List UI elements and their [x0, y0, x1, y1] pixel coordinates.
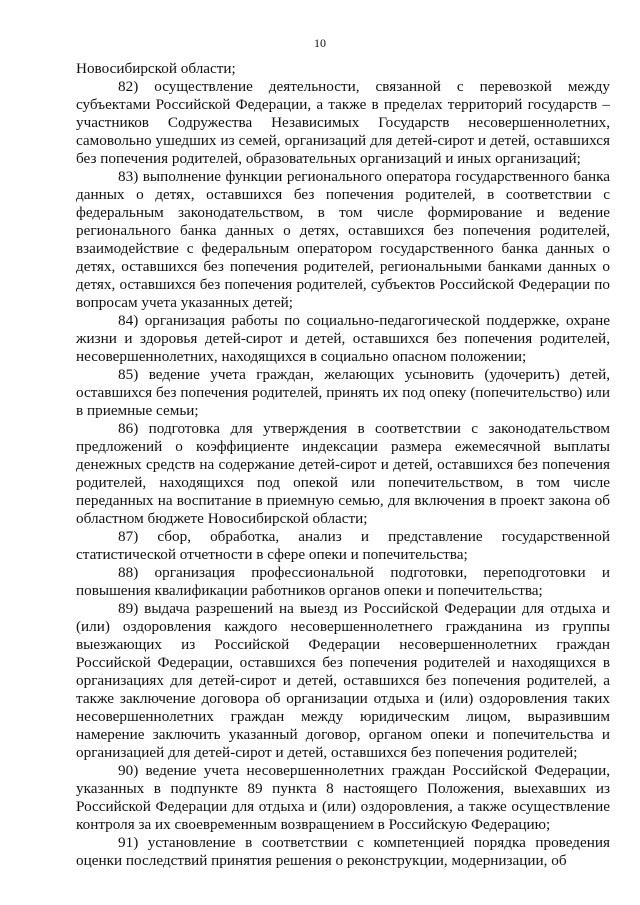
paragraph-item-88: 88) организация профессиональной подготовки, переподготовки и повышения квалификации работников органов опеки и попечительства; — [76, 564, 610, 599]
paragraph-item-84: 84) организация работы по социально-педагогической поддержке, охране жизни и здоровья детей-сирот и детей, оставшихся без попечения родителей, несовершеннолетних, находящихся в социально опасном положении; — [76, 312, 610, 365]
paragraph-item-86: 86) подготовка для утверждения в соответствии с законодательством предложений о коэффициенте индексации размера ежемесячной выплаты денежных средств на содержание детей-сирот и детей, оставшихся без попечения родителей, находящихся под опекой или попечительством, в том числе переданных на воспитание в приемную семью, для включения в проект закона об областном бюджете Новосибирской области; — [76, 420, 610, 527]
document-body — [76, 60, 610, 870]
paragraph-item-82: 82) осуществление деятельности, связанной с перевозкой между субъектами Российской Федерации, а также в пределах территорий государств – участников Содружества Независимых Государств несовершеннолетних, самовольно ушедших из семей, организаций для детей-сирот и детей, оставшихся без попечения родителей, образовательных организаций и иных организаций; — [76, 78, 610, 167]
paragraph-continuation: Новосибирской области; — [76, 60, 236, 77]
paragraph-item-91: 91) установление в соответствии с компетенцией порядка проведения оценки последствий принятия решения о реконструкции, модернизации, об — [76, 834, 610, 869]
paragraph-item-89: 89) выдача разрешений на выезд из Российской Федерации для отдыха и (или) оздоровления каждого несовершеннолетнего гражданина из группы выезжающих из Российской Федерации несовершеннолетних граждан Российской Федерации, оставшихся без попечения родителей и находящихся в организациях для детей-сирот и детей, оставшихся без попечения родителей, а также заключение договора об организации отдыха и (или) оздоровления таких несовершеннолетних граждан между юридическим лицом, выразившим намерение заключить указанный договор, органом опеки и попечительства и организацией для детей-сирот и детей, оставшихся без попечения родителей; — [76, 600, 610, 761]
paragraph-item-87: 87) сбор, обработка, анализ и представление государственной статистической отчетности в сфере опеки и попечительства; — [76, 528, 610, 563]
paragraph-item-85: 85) ведение учета граждан, желающих усыновить (удочерить) детей, оставшихся без попечения родителей, принять их под опеку (попечительство) или в приемные семьи; — [76, 366, 610, 419]
paragraph-item-90: 90) ведение учета несовершеннолетних граждан Российской Федерации, указанных в подпункте 89 пункта 8 настоящего Положения, выехавших из Российской Федерации для отдыха и (или) оздоровления, а также осуществление контроля за их своевременным возвращением в Российскую Федерацию; — [76, 762, 610, 833]
paragraph-item-83: 83) выполнение функции регионального оператора государственного банка данных о детях, оставшихся без попечения родителей, в соответствии с федеральным законодательством, в том числе формирование и ведение регионального банка данных о детях, оставшихся без попечения родителей, взаимодействие с федеральным оператором государственного банка данных о детях, оставшихся без попечения родителей, региональными банками данных о детях, оставшихся без попечения родителей, субъектов Российской Федерации по вопросам учета указанных детей; — [76, 168, 610, 311]
page-number: 10 — [314, 36, 326, 50]
